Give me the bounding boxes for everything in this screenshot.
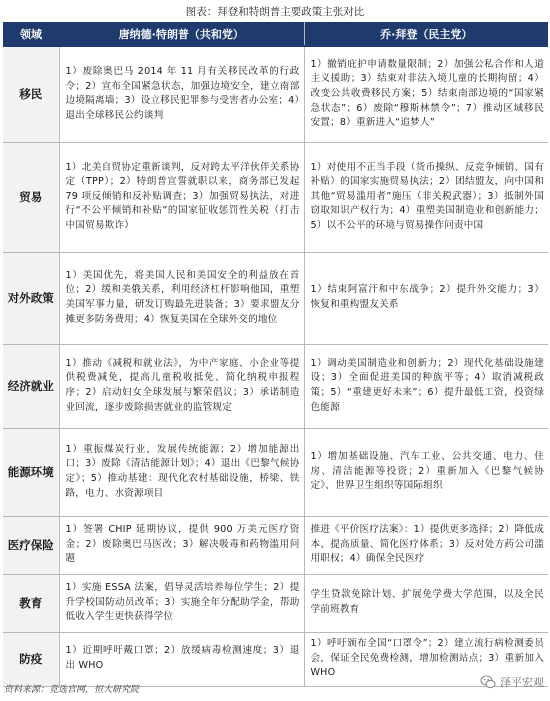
trump-policy-healthcare: 1）签署 CHIP 延期协议，提供 900 万美元医疗资金；2）废除奥巴马医改；3）解决吸毒和药物滥用问题 [59, 516, 304, 574]
row-field-healthcare: 医疗保险 [3, 516, 59, 574]
table-row [3, 516, 548, 574]
header-biden: 乔·拜登（民主党） [304, 22, 548, 46]
biden-policy-immigration: 1）撤销庇护申请数量限制；2）加强公私合作和人道主义援助；3）结束对非法入境儿童的长期拘留；4）改变公共收费移民方案；5）结束南部边境的“国家紧急状态”；6）废除“穆斯林禁令”；7）推动区域移民安置；8）重新进入“追梦人” [304, 46, 548, 142]
row-field-immigration: 移民 [3, 46, 59, 142]
row-field-epidemic: 防疫 [3, 632, 59, 686]
trump-policy-epidemic: 1）近期呼吁戴口罩；2）放缓病毒检测速度；3）退出 WHO [59, 632, 304, 686]
trump-policy-foreign: 1）美国优先，将美国人民和美国安全的利益放在首位；2）缓和美俄关系，利用经济杠杆影响他国，重塑美国军事力量，研发订购最先进装备；3）要求盟友分摊更多防务费用；4）恢复美国在全球外交的地位 [59, 252, 304, 344]
header-trump: 唐纳德·特朗普（共和党） [59, 22, 304, 46]
biden-policy-economy: 1）调动美国制造业和创新力；2）现代化基础设施建设；3）全面促进美国的种族平等；4）取消减税政策；5）“重建更好未来”；6）提升最低工资，投资绿色能源 [304, 344, 548, 428]
row-field-trade: 贸易 [3, 142, 59, 252]
table-row [3, 428, 548, 516]
trump-policy-education: 1）实施 ESSA 法案，倡导灵活培养每位学生；2）提升学校国防动员改革；3）实施全年分配助学金，帮助低收入学生更快获得学位 [59, 574, 304, 632]
table-row [3, 574, 548, 632]
biden-policy-education: 学生贷款免除计划、扩展免学费大学范围，以及全民学前班教育 [304, 574, 548, 632]
watermark [480, 671, 544, 693]
table-caption: 图表：拜登和特朗普主要政策主张对比 [185, 6, 365, 18]
trump-policy-immigration: 1）废除奥巴马 2014 年 11 月有关移民改革的行政令；2）宣布全国紧急状态，加强边境安全，建立南部边境隔离墙；3）设立移民犯罪参与受害者办公室；4）退出全球移民公约谈判 [59, 46, 304, 142]
table-row [3, 46, 548, 142]
trump-policy-energy: 1）重振煤炭行业，发展传统能源；2）增加能源出口；3）废除《清洁能源计划》；4）退出《巴黎气候协定》；5）推动基建：现代化农村基础设施，桥梁、铁路，电力、水资源项目 [59, 428, 304, 516]
wechat-icon [480, 674, 496, 690]
source-note: 资料来源：竞选官网，恒大研究院 [4, 685, 140, 695]
row-field-foreign-policy: 对外政策 [3, 252, 59, 344]
row-field-education: 教育 [3, 574, 59, 632]
biden-policy-trade: 1）对使用不正当手段（货币操纵、反竞争倾销、国有补贴）的国家实施贸易执法；2）团结盟友，向中国和其他“贸易滥用者”施压（非关税武器）；3）抵制外国窃取知识产权行为；4）重塑美国制造业和创新能力；5）以不公平的环境与贸易操作问责中国 [304, 142, 548, 252]
trump-policy-economy: 1）推动《减税和就业法》，为中产家庭、小企业等提供税费减免，提高儿童税收抵免、简化纳税申报程序；2）启动妇女全球发展与繁荣倡议；3）承诺制造业回流，逐步废除损害就业的监管规定 [59, 344, 304, 428]
table-row [3, 632, 548, 686]
row-field-energy: 能源环境 [3, 428, 59, 516]
table-row [3, 252, 548, 344]
trump-policy-trade: 1）北美自贸协定重新谈判，反对跨太平洋伙伴关系协定（TPP）；2）特朗普宣誓就职以来，商务部已发起 79 项反倾销和反补贴调查；3）加强贸易执法，对进行“不公平倾销和补贴”的国家征收惩罚性关税（打击中国贸易欺诈） [59, 142, 304, 252]
header-field: 领域 [3, 22, 59, 46]
biden-policy-energy: 1）增加基础设施、汽车工业、公共交通、电力、住房、清洁能源等投资；2）重新加入《巴黎气候协定》、世界卫生组织等国际组织 [304, 428, 548, 516]
biden-policy-healthcare: 推进《平价医疗法案》：1）提供更多选择；2）降低成本、提高质量、简化医疗体系；3）反对处方药公司滥用职权；4）确保全民医疗 [304, 516, 548, 574]
table-row [3, 344, 548, 428]
watermark-label: 泽平宏观 [500, 676, 544, 689]
biden-policy-epidemic: 1）呼吁颁布全国“口罩令”；2）建立流行病检测委员会，保证全民免费检测，增加检测站点；3）重新加入 WHO [304, 632, 548, 686]
table-header-row [3, 22, 548, 46]
biden-policy-foreign: 1）结束阿富汗和中东战争；2）提升外交能力；3）恢复和重构盟友关系 [304, 252, 548, 344]
row-field-economy: 经济就业 [3, 344, 59, 428]
table-row [3, 142, 548, 252]
policy-comparison-table [3, 22, 548, 687]
